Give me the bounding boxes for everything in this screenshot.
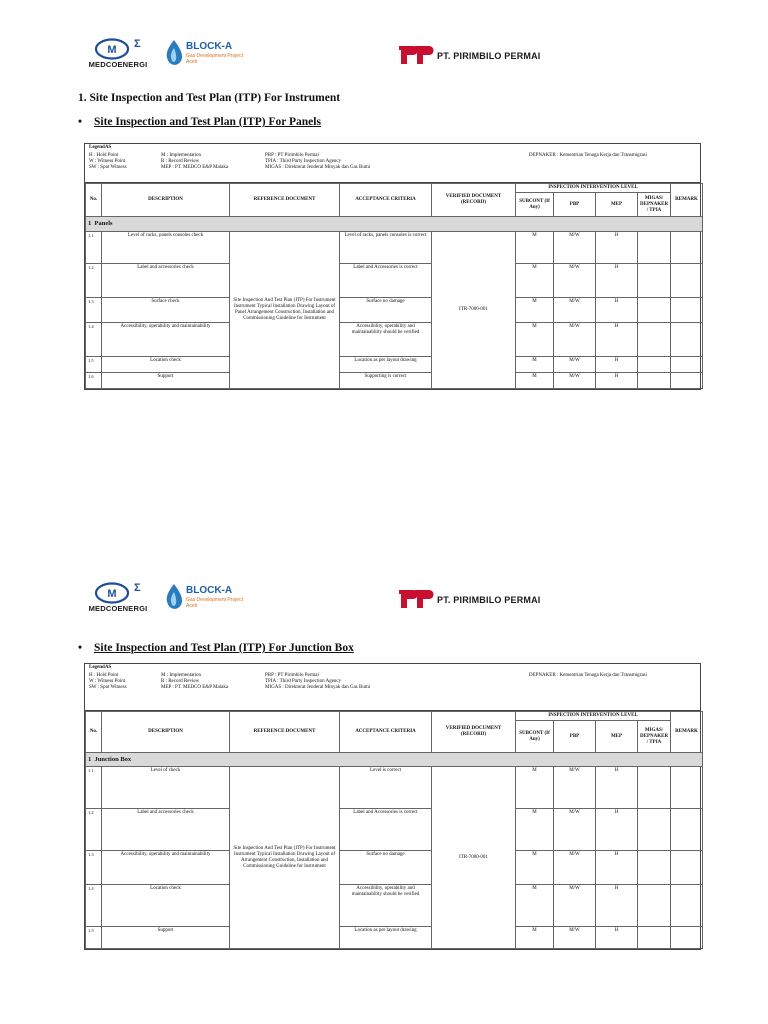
row-number: 1.2 [86, 264, 102, 298]
header-reference: REFERENCE DOCUMENT [230, 712, 340, 753]
legend-item: PBP : PT Pirimbilo Permai [265, 673, 319, 678]
verified-document: ITR-7000-001 [432, 232, 516, 389]
row-description: Accessibility, operability and maintainability [102, 323, 230, 357]
row-remark [671, 885, 703, 927]
row-description: Location check [102, 885, 230, 927]
row-mep: H [596, 851, 638, 885]
reference-document: Site Inspection And Test Plan (ITP) For Instrument Instrument Typical Installation Drawing Layout of Panel Arrangement Construction, Installation and Commissioning Guideline for Instrument [230, 232, 340, 389]
row-mep: H [596, 885, 638, 927]
row-subcont: M [516, 298, 554, 323]
row-acceptance: Label and Accessories is correct [340, 809, 432, 851]
bullet-icon: • [78, 642, 83, 654]
table-row [86, 809, 703, 851]
row-pbp: M/W [554, 357, 596, 373]
pirimbilo-logo [397, 44, 587, 68]
header-description: DESCRIPTION [102, 712, 230, 753]
table-row [86, 373, 703, 389]
row-acceptance: Accessibility, operability and maintainability should be verified [340, 323, 432, 357]
legend-item: H : Hold Point [89, 673, 119, 678]
row-pbp: M/W [554, 927, 596, 949]
row-subcont: M [516, 357, 554, 373]
row-remark [671, 927, 703, 949]
header-pbp: PBP [554, 721, 596, 753]
row-remark [671, 809, 703, 851]
medcoenergi-logo [82, 38, 154, 74]
logo-header [0, 560, 768, 640]
header-migas: MIGAS/ DEPNAKER / TPIA [638, 721, 671, 753]
pirimbilo-emblem-icon [397, 44, 435, 66]
gas-flame-icon [162, 38, 186, 68]
block-a-logo [162, 38, 242, 74]
medcoenergi-logo [82, 582, 154, 618]
row-number: 1.4 [86, 885, 102, 927]
verified-document: ITR-7000-001 [432, 767, 516, 949]
legend-title: LegendAS [89, 145, 112, 150]
header-remark: REMARK [671, 184, 703, 217]
row-acceptance: Level of racks, panels consoles is correct [340, 232, 432, 264]
legend-item: M : Implementation [161, 673, 201, 678]
legend-item: PBP : PT Pirimbilo Permai [265, 153, 319, 158]
row-pbp: M/W [554, 851, 596, 885]
subsection-heading-panels [78, 116, 321, 128]
group-row [86, 217, 703, 232]
row-mep: H [596, 298, 638, 323]
row-description: Surface check [102, 298, 230, 323]
row-subcont: M [516, 232, 554, 264]
subsection-heading-text: Site Inspection and Test Plan (ITP) For Junction Box [94, 642, 354, 654]
itp-table-panels [84, 143, 701, 390]
row-acceptance: Surface no damage [340, 851, 432, 885]
row-remark [671, 767, 703, 809]
row-description: Label and accessories check [102, 809, 230, 851]
row-mep: H [596, 767, 638, 809]
row-number: 1.5 [86, 927, 102, 949]
legend-depnaker: DEPNAKER : Kementrian Tenaga Kerja dan Transmigrasi [529, 153, 647, 158]
subsection-heading-text: Site Inspection and Test Plan (ITP) For Panels [94, 116, 321, 128]
legend-item: W : Witness Point [89, 159, 126, 165]
legend-item: MEP : PT. MEDCO E&P Malaka [161, 165, 229, 171]
row-number: 1.6 [86, 373, 102, 389]
row-pbp: M/W [554, 373, 596, 389]
row-remark [671, 357, 703, 373]
row-subcont: M [516, 927, 554, 949]
row-migas [638, 357, 671, 373]
block-a-logo [162, 582, 242, 618]
row-remark [671, 851, 703, 885]
row-description: Support [102, 373, 230, 389]
legend-item: SW : Spot Witness [89, 685, 127, 691]
header-no: No. [86, 184, 102, 217]
header-reference: REFERENCE DOCUMENT [230, 184, 340, 217]
header-pbp: PBP [554, 193, 596, 217]
table-row [86, 885, 703, 927]
itp-grid [85, 711, 703, 949]
legend-col-2 [161, 673, 228, 692]
legend-item: TPIA : Third Party Inspection Agency [265, 679, 342, 685]
itp-table-junction-box [84, 663, 701, 950]
pirimbilo-logo [397, 588, 587, 612]
legend-item: R : Record Review [161, 679, 200, 685]
legend-item: MEP : PT. MEDCO E&P Malaka [161, 685, 229, 691]
row-migas [638, 767, 671, 809]
logo-header [0, 0, 768, 80]
row-pbp: M/W [554, 264, 596, 298]
block-a-subtitle: Gas Development Project Aceh [186, 53, 243, 65]
row-pbp: M/W [554, 298, 596, 323]
medco-emblem-icon [82, 38, 154, 60]
legend-block [85, 664, 700, 711]
row-migas [638, 298, 671, 323]
block-a-title: BLOCK-A [186, 41, 233, 52]
row-migas [638, 809, 671, 851]
row-migas [638, 323, 671, 357]
medco-wordmark: MEDCOENERGI [88, 60, 148, 69]
block-a-subtitle: Gas Development Project Aceh [186, 597, 243, 609]
header-intervention: INSPECTION INTERVENTION LEVEL [516, 184, 671, 193]
table-row [86, 264, 703, 298]
row-description: Level of check [102, 767, 230, 809]
legend-item: TPIA : Third Party Inspection Agency [265, 159, 342, 165]
header-acceptance: ACCEPTANCE CRITERIA [340, 712, 432, 753]
row-mep: H [596, 323, 638, 357]
row-mep: H [596, 373, 638, 389]
header-verified: VERIFIED DOCUMENT (RECORD) [432, 184, 516, 217]
table-row [86, 927, 703, 949]
pirimbilo-wordmark: PT. PIRIMBILO PERMAI [437, 51, 541, 61]
row-number: 1.4 [86, 323, 102, 357]
header-subcont: SUBCONT (If Any) [516, 721, 554, 753]
legend-item: SW : Spot Witness [89, 165, 127, 171]
row-mep: H [596, 232, 638, 264]
row-migas [638, 927, 671, 949]
itp-page-section-junction-box [0, 560, 768, 980]
row-description: Location check [102, 357, 230, 373]
row-number: 1.3 [86, 298, 102, 323]
row-mep: H [596, 357, 638, 373]
row-description: Level of racks, panels consoles check [102, 232, 230, 264]
legend-item: M : Implementation [161, 153, 201, 158]
bullet-icon: • [78, 116, 83, 128]
header-mep: MEP [596, 721, 638, 753]
medco-wordmark: MEDCOENERGI [88, 604, 148, 613]
legend-title: LegendAS [89, 665, 112, 670]
row-number: 1.1 [86, 232, 102, 264]
legend-col-3 [265, 153, 370, 172]
pirimbilo-wordmark: PT. PIRIMBILO PERMAI [437, 595, 541, 605]
row-mep: H [596, 264, 638, 298]
row-subcont: M [516, 373, 554, 389]
subsection-heading-junction-box [78, 642, 354, 654]
row-description: Accessibility, operability and maintainability [102, 851, 230, 885]
header-verified: VERIFIED DOCUMENT (RECORD) [432, 712, 516, 753]
legend-col-1 [89, 673, 127, 692]
row-pbp: M/W [554, 232, 596, 264]
block-a-title: BLOCK-A [186, 585, 233, 596]
header-intervention: INSPECTION INTERVENTION LEVEL [516, 712, 671, 721]
row-acceptance: Location as per layout drawing [340, 927, 432, 949]
header-mep: MEP [596, 193, 638, 217]
header-description: DESCRIPTION [102, 184, 230, 217]
row-migas [638, 373, 671, 389]
group-number: 1 [88, 220, 92, 227]
legend-depnaker: DEPNAKER : Kementrian Tenaga Kerja dan Transmigrasi [529, 673, 647, 678]
row-number: 1.5 [86, 357, 102, 373]
table-row [86, 357, 703, 373]
legend-item: R : Record Review [161, 159, 200, 165]
row-pbp: M/W [554, 885, 596, 927]
svg-text:Σ: Σ [134, 582, 141, 594]
row-migas [638, 264, 671, 298]
row-pbp: M/W [554, 767, 596, 809]
row-remark [671, 373, 703, 389]
legend-col-2 [161, 153, 228, 172]
group-row [86, 753, 703, 767]
row-acceptance: Location as per layout drawing [340, 357, 432, 373]
reference-document: Site Inspection And Test Plan (ITP) For Instrument Instrument Typical Installation Drawing Layout of Arrangement Construction, Installation and Commissioning Guideline for Instrument [230, 767, 340, 949]
group-title: Panels [94, 220, 113, 227]
svg-text:Σ: Σ [134, 38, 141, 50]
row-migas [638, 851, 671, 885]
legend-item: MIGAS : Direktorat Jenderal Minyak dan Gas Bumi [265, 165, 371, 171]
legend-col-1 [89, 153, 127, 172]
row-subcont: M [516, 885, 554, 927]
legend-item: MIGAS : Direktorat Jenderal Minyak dan Gas Bumi [265, 685, 371, 691]
row-subcont: M [516, 767, 554, 809]
legend-block [85, 144, 700, 183]
row-number: 1.1 [86, 767, 102, 809]
legend-col-3 [265, 673, 370, 692]
row-pbp: M/W [554, 809, 596, 851]
header-migas: MIGAS/ DEPNAKER / TPIA [638, 193, 671, 217]
svg-text:M: M [107, 44, 117, 56]
pirimbilo-emblem-icon [397, 588, 435, 610]
row-mep: H [596, 809, 638, 851]
table-row [86, 323, 703, 357]
header-no: No. [86, 712, 102, 753]
group-title: Junction Box [94, 755, 132, 763]
row-acceptance: Supporting is correct [340, 373, 432, 389]
row-description: Support [102, 927, 230, 949]
row-subcont: M [516, 323, 554, 357]
table-row [86, 232, 703, 264]
row-pbp: M/W [554, 323, 596, 357]
row-number: 1.2 [86, 809, 102, 851]
row-acceptance: Level is correct [340, 767, 432, 809]
svg-text:M: M [107, 588, 117, 600]
table-row [86, 298, 703, 323]
row-subcont: M [516, 264, 554, 298]
gas-flame-icon [162, 582, 186, 612]
itp-page-section-panels [0, 0, 768, 400]
group-number: 1 [88, 755, 92, 763]
header-subcont: SUBCONT (If Any) [516, 193, 554, 217]
medco-emblem-icon [82, 582, 154, 604]
row-description: Label and accessories check [102, 264, 230, 298]
row-number: 1.3 [86, 851, 102, 885]
row-acceptance: Surface no damage [340, 298, 432, 323]
row-acceptance: Accessibility, operability and maintainability should be verified [340, 885, 432, 927]
section-heading: 1. Site Inspection and Test Plan (ITP) For Instrument [78, 92, 341, 104]
row-remark [671, 264, 703, 298]
row-acceptance: Label and Accessories is correct [340, 264, 432, 298]
itp-grid [85, 183, 703, 389]
row-remark [671, 298, 703, 323]
row-migas [638, 232, 671, 264]
row-remark [671, 232, 703, 264]
row-migas [638, 885, 671, 927]
legend-item: W : Witness Point [89, 679, 126, 685]
row-subcont: M [516, 851, 554, 885]
row-subcont: M [516, 809, 554, 851]
header-acceptance: ACCEPTANCE CRITERIA [340, 184, 432, 217]
table-row [86, 851, 703, 885]
header-remark: REMARK [671, 712, 703, 753]
legend-item: H : Hold Point [89, 153, 119, 158]
table-row [86, 767, 703, 809]
row-remark [671, 323, 703, 357]
row-mep: H [596, 927, 638, 949]
